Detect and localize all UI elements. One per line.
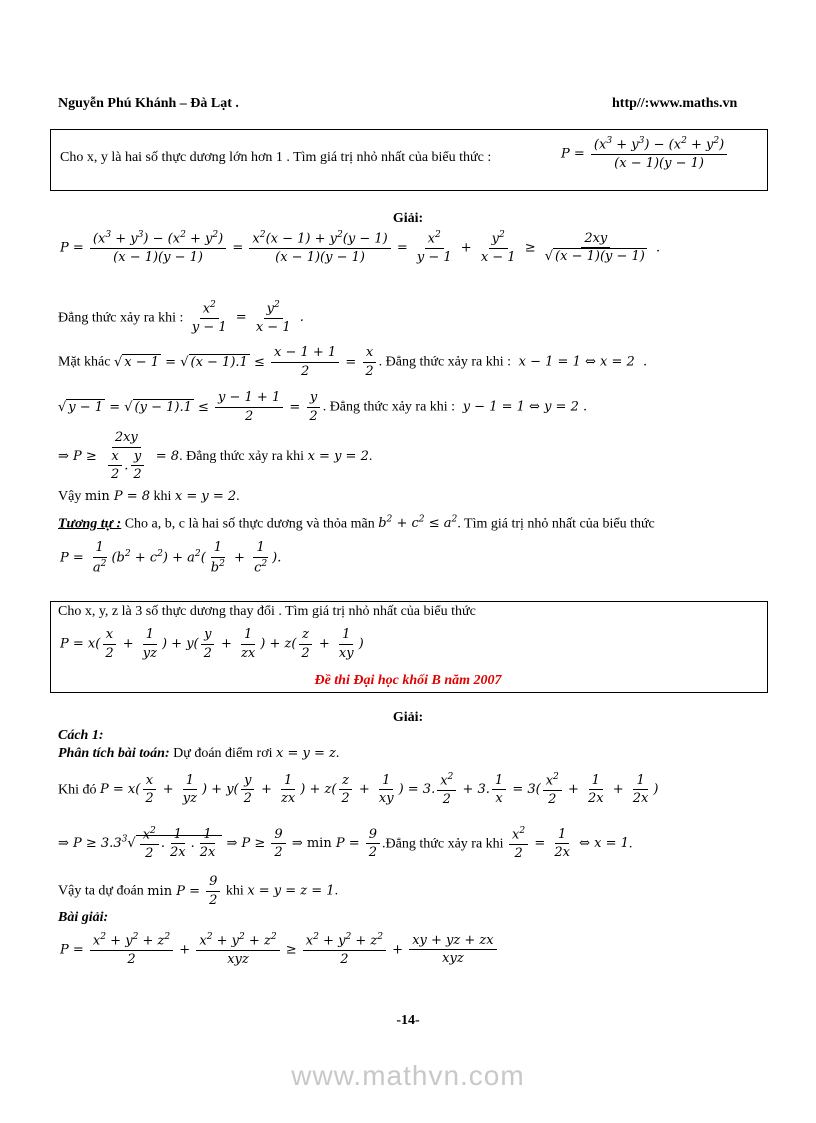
predict-when: khi bbox=[225, 883, 244, 899]
problem1-formula: P = $\frac{(x^3 + y^3) - (x^2 + y^2)}{(x - 1)(y - 1)}$ bbox=[561, 136, 729, 172]
am-gm-line: ⇒ $P \ge 3.3^3√$ $\frac{x^2}{2}$ . $\frac{1}{2x}$ . $\frac{1}{2x}$ ⇒ P ≥ $\frac{9}{2}$ ⇒ min P = $\frac{9}{2}$ .Đẳng thức xảy ra khi $\frac{x^2}{2}$ = $\frac{1}{2x}$ ⇔ x = 1. bbox=[58, 826, 633, 861]
tuong-tu-text: Cho a, b, c là hai số thực dương và thỏa mãn bbox=[124, 516, 375, 532]
site-header: http//:www.maths.vn bbox=[612, 96, 738, 111]
tuong-tu-line: Tương tự : Cho a, b, c là hai số thực dương và thỏa mãn $b^2 + c^2 \le a^2$. Tìm giá trị nhỏ nhất của biểu thức bbox=[58, 515, 655, 532]
problem2-text: Cho x, y, z là 3 số thực dương thay đổi . Tìm giá trị nhỏ nhất của biểu thức bbox=[58, 604, 476, 619]
page-number: -14- bbox=[396, 1013, 420, 1028]
equality-label: Đẳng thức xảy ra khi : bbox=[58, 310, 184, 326]
khi-do-label: Khi đó bbox=[58, 782, 97, 798]
mat-khac-line: Mặt khác √ x − 1 = √ (x − 1).1 ≤ $\frac{x - 1 + 1}{2}$ = $\frac{x}{2}$ . Đẳng thức xảy ra khi : x − 1 = 1 ⇔ x = 2 . bbox=[58, 345, 648, 379]
method-label: Cách 1: bbox=[58, 728, 104, 743]
bai-giai-formula: P = $\frac{x^2 + y^2 + z^2}{2}$ + $\frac{x^2 + y^2 + z^2}{\text{xyz}}$ ≥ $\frac{x^2 + y^2 + z^2}{2}$ + $\frac{xy + yz + zx}{\text{xyz}}$ bbox=[60, 932, 499, 968]
watermark: www.mathvn.com bbox=[291, 1060, 525, 1091]
solution2-title: Giải: bbox=[392, 710, 424, 725]
bai-giai-label: Bài giải: bbox=[58, 910, 109, 925]
eq-at-label-2: Đẳng thức xảy ra khi : bbox=[329, 399, 456, 415]
analysis-line: Phân tích bài toán: Dự đoán điểm rơi x = y = z. bbox=[58, 746, 340, 761]
author-header: Nguyễn Phú Khánh – Đà Lạt . bbox=[58, 96, 239, 111]
eq-at-label-1: Đẳng thức xảy ra khi : bbox=[385, 354, 512, 370]
conclusion1: Vậy min P = 8 khi x = y = 2. bbox=[58, 489, 240, 504]
equality-line1: Đẳng thức xảy ra khi : $\frac{x^2}{y - 1}$ = $\frac{y^2}{x - 1}$ . bbox=[58, 300, 304, 335]
mat-khac-label: Mặt khác bbox=[58, 354, 111, 370]
conclusion-when: khi bbox=[153, 489, 172, 504]
tuong-tu-formula: P = $\frac{1}{a^2}$ $(b^2 + c^2) + a^2$( $\frac{1}{b^2}$ + $\frac{1}{c^2}$ ). bbox=[60, 540, 282, 575]
problem1-text: Cho x, y là hai số thực dương lớn hơn 1 . Tìm giá trị nhỏ nhất của biểu thức : bbox=[60, 150, 492, 165]
analysis-text: Dự đoán điểm rơi bbox=[173, 746, 273, 761]
predict-line: Vậy ta dự đoán min P = $\frac{9}{2}$ khi x = y = z = 1. bbox=[58, 874, 339, 908]
problem2-formula: P = x( $\frac{x}{2}$ + $\frac{1}{yz}$ ) + y( $\frac{y}{2}$ + $\frac{1}{zx}$ ) + z( $\frac{z}{2}$ + $\frac{1}{xy}$ ) bbox=[60, 627, 364, 661]
predict-label: Vậy ta dự đoán bbox=[58, 883, 144, 899]
p-bound-line: ⇒ P ≥ 2xy $\frac{x}{2}$ . $\frac{y}{2}$ = 8. Đẳng thức xảy ra khi x = y = 2. bbox=[58, 430, 373, 483]
eq-at-label-4: .Đẳng thức xảy ra khi bbox=[382, 836, 504, 852]
solution1-title: Giải: bbox=[392, 211, 424, 226]
analysis-label: Phân tích bài toán: bbox=[58, 746, 170, 761]
problem2-source: Đề thi Đại học khối B năm 2007 bbox=[314, 673, 502, 688]
tuong-tu-label: Tương tự : bbox=[58, 516, 122, 532]
solution1-chain: P = $\frac{(x^3 + y^3) - (x^2 + y^2)}{(x - 1)(y - 1)}$ = $\frac{x^2(x - 1) + y^2(y - 1)}{(x - 1)(y - 1)}$ = $\frac{x^2}{y - 1}$ + $\frac{y^2}{x - 1}$ ≥ $\frac{2xy}{√ (x - 1)(y - 1)}$ . bbox=[60, 230, 661, 265]
khi-do-line: Khi đó P = x( $\frac{x}{2}$ + $\frac{1}{yz}$ ) + y( $\frac{y}{2}$ + $\frac{1}{zx}$ ) + z( $\frac{z}{2}$ + $\frac{1}{xy}$ ) = 3. $\frac{x^2}{2}$ + 3. $\frac{1}{x}$ = 3( $\frac{x^2}{2}$ + $\frac{1}{2x}$ + $\frac{1}{2x}$ ) bbox=[58, 772, 659, 807]
y-sqrt-line: √ y − 1 = √ (y − 1).1 ≤ $\frac{y - 1 + 1}{2}$ = $\frac{y}{2}$ . Đẳng thức xảy ra khi : y − 1 = 1 ⇔ y = 2 . bbox=[58, 390, 588, 424]
tuong-tu-text2: . Tìm giá trị nhỏ nhất của biểu thức bbox=[457, 516, 655, 532]
eq-at-label-3: Đẳng thức xảy ra khi bbox=[186, 448, 305, 464]
conclusion-label: Vậy bbox=[58, 489, 82, 504]
